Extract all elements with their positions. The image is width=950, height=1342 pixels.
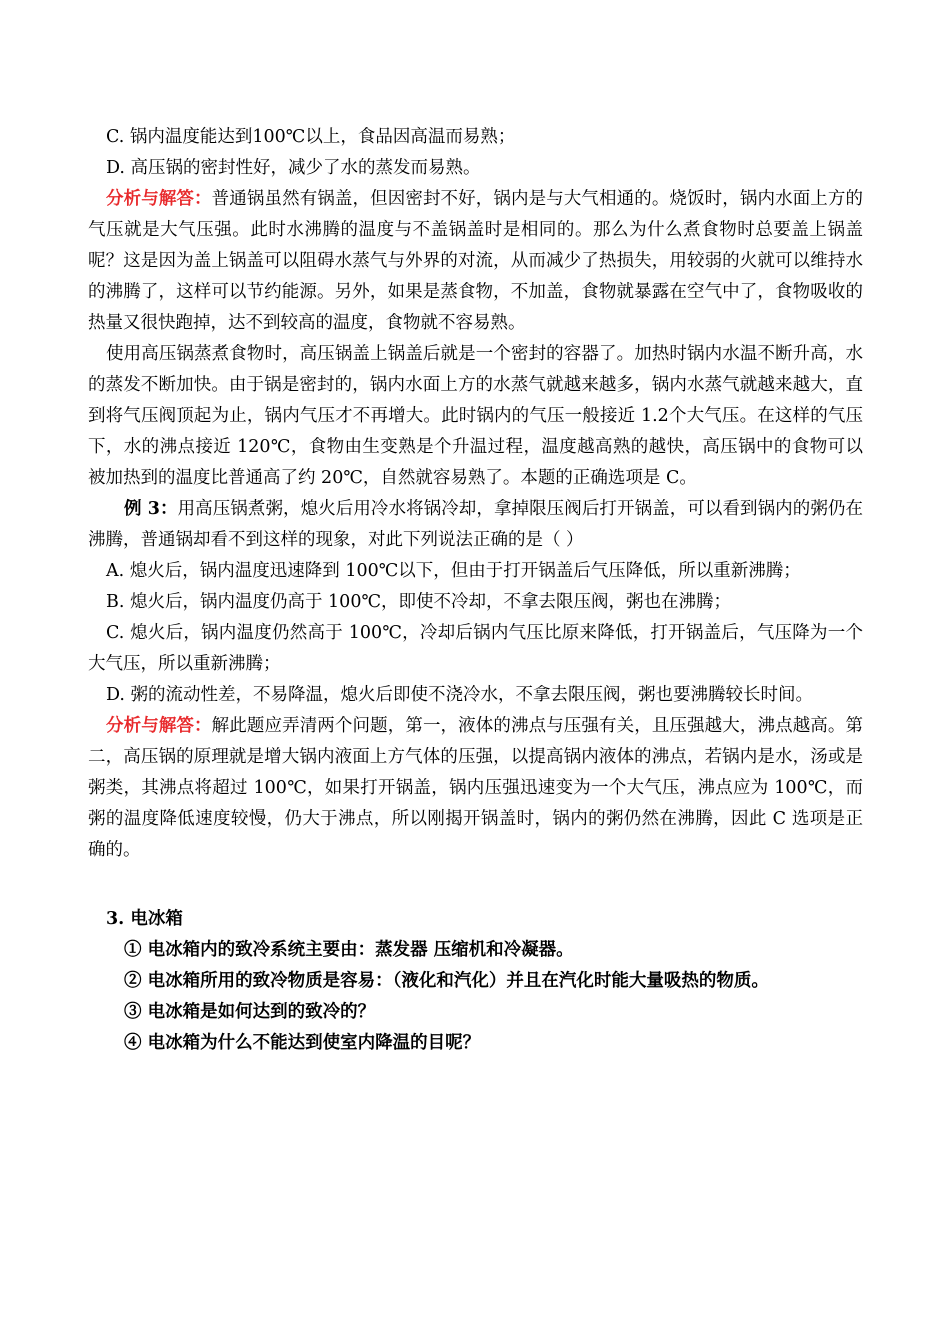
ex3-option-c: C. 熄火后，锅内温度仍然高于 100℃，冷却后锅内气压比原来降低，打开锅盖后，气压降为一个大气压，所以重新沸腾； — [88, 623, 863, 674]
ex3-question — [88, 494, 863, 556]
answer-text: 普通锅虽然有锅盖，但因密封不好，锅内是与大气相通的。烧饭时，锅内水面上方的气压就是大气压强。此时水沸腾的温度与不盖锅盖时是相同的。那么为什么煮食物时总要盖上锅盖呢？这是因为盖上锅盖可以阻碍水蒸气与外界的对流，从而减少了热损失，用较弱的火就可以维持水的沸腾了，这样可以节约能源。另外，如果是蒸食物，不加盖，食物就暴露在空气中了，食物吸收的热量又很快跑掉，达不到较高的温度，食物就不容易熟。 — [88, 189, 864, 333]
ex2-option-c: C. 锅内温度能达到100℃以上，食品因高温而易熟； — [106, 127, 516, 147]
question-text: 用高压锅煮粥，熄火后用冷水将锅冷却，拿掉限压阀后打开锅盖，可以看到锅内的粥仍在沸腾，普通锅却看不到这样的现象，对此下列说法正确的是（ ） — [88, 499, 863, 550]
ex2-answer-paragraph-2: 使用高压锅蒸煮食物时，高压锅盖上锅盖后就是一个密封的容器了。加热时锅内水温不断升高，水的蒸发不断加快。由于锅是密封的，锅内水面上方的水蒸气就越来越多，锅内水蒸气就越来越大，直到将气压阀顶起为止，锅内气压才不再增大。此时锅内的气压一般接近 1.2个大气压。在这样的气压下，水的沸点接近 120℃，食物由生变熟是个升温过程，温度越高熟的越快，高压锅中的食物可以被加热到的温度比普通高了约 20℃，自然就容易熟了。本题的正确选项是 C。 — [88, 344, 863, 488]
ex2-answer-paragraph — [88, 184, 863, 339]
answer-label: 分析与解答： — [106, 189, 212, 209]
document-page — [88, 122, 863, 1059]
section-title: 3. 电冰箱 — [106, 909, 183, 929]
answer-label: 分析与解答： — [106, 716, 212, 736]
ex2-option-d: D. 高压锅的密封性好，减少了水的蒸发而易熟。 — [106, 158, 481, 178]
answer-text: 解此题应弄清两个问题，第一，液体的沸点与压强有关，且压强越大，沸点越高。第二，高压锅的原理就是增大锅内液面上方气体的压强，以提高锅内液体的沸点，若锅内是水，汤或是粥类，其沸点将超过 100℃，如果打开锅盖，锅内压强迅速变为一个大气压，沸点应为 100℃，而粥的温度降低速度较慢，仍大于沸点，所以刚揭开锅盖时，锅内的粥仍然在沸腾，因此 C 选项是正确的。 — [88, 716, 864, 860]
ex3-option-d: D. 粥的流动性差，不易降温，熄火后即使不浇冷水，不拿去限压阀，粥也要沸腾较长时间。 — [106, 685, 814, 705]
list-item: ② 电冰箱所用的致冷物质是容易：（液化和汽化）并且在汽化时能大量吸热的物质。 — [124, 971, 769, 991]
list-item: ① 电冰箱内的致冷系统主要由：蒸发器 压缩机和冷凝器。 — [124, 940, 574, 960]
ex3-option-b: B. 熄火后，锅内温度仍高于 100℃，即使不冷却，不拿去限压阀，粥也在沸腾； — [106, 592, 732, 612]
list-item: ③ 电冰箱是如何达到的致冷的？ — [124, 1002, 376, 1022]
section-gap — [88, 866, 863, 904]
list-item: ④ 电冰箱为什么不能达到使室内降温的目呢？ — [124, 1033, 481, 1053]
ex3-option-a: A. 熄火后，锅内温度迅速降到 100℃以下，但由于打开锅盖后气压降低，所以重新沸腾； — [106, 561, 801, 581]
ex3-answer-paragraph — [88, 711, 863, 866]
example-label: 例 3： — [124, 499, 178, 519]
